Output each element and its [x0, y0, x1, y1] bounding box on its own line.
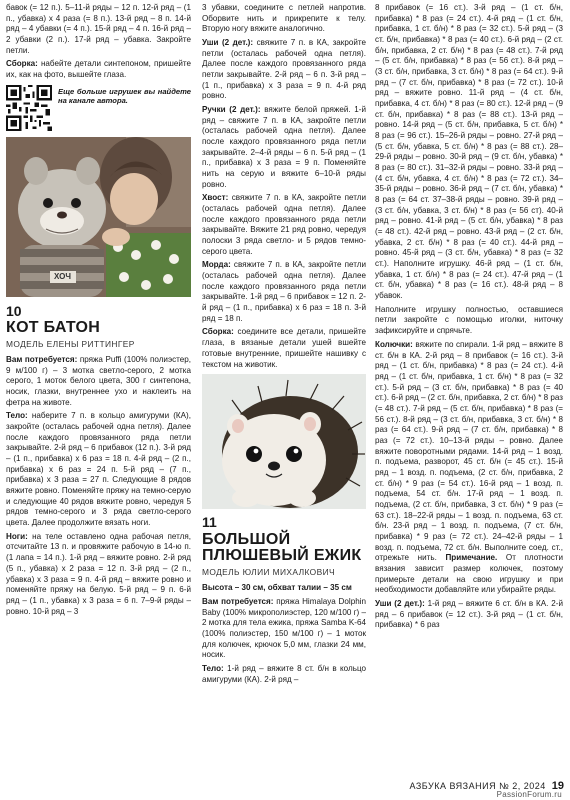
- cat-toy-photo: [6, 137, 191, 297]
- hedgehog-body-paragraph: Тело: 1-й ряд – вяжите 8 ст. б/н в кольцо амигуруми (КА). 2-й ряд –: [202, 664, 366, 684]
- body-paragraph: Тело: наберите 7 п. в кольцо амигуруми (КА), закройте (осталась рабочей одна петля). Далее после каждого провязанного ряда петли закрывайте. 2-й ряд – 6 прибавок (12 п.). 3-й ряд – (1 п., прибавка) х 6 раз = 18 п. 4-й ряд – (2 п., прибавка) х 6 раз = 24 п. 5-й ряд – (7 п., прибавка) х 3 раза = 27 п. Следующие 8 рядов вяжите ровно. Поменяйте пряжу на темно-серую и следующие 40 рядов вяжите ровно, чередуя 5 рядов темно-серого и 3 ряда светло-серого цвета. Далее продолжите вязать ноги.: [6, 411, 191, 528]
- watermark: PassionForum.ru: [496, 790, 562, 799]
- section-title: КОТ БАТОН: [6, 319, 101, 337]
- magazine-name: АЗБУКА ВЯЗАНИЯ № 2, 2024: [409, 781, 546, 791]
- child-with-cat-toy-image: [6, 137, 191, 297]
- qr-caption: Еще больше игрушек вы найдете на канале автора.: [58, 86, 191, 106]
- cat-head-continuation: бавок (= 12 п.). 5–11-й ряды – 12 п. 12-й ряд – (1 п., убавка) х 4 раза (= 8 п.). 13-й ряд – 8 п. 14-й ряд – 4 убавки (= 4 п.). 15-й ряд – 4 п. 16-й ряд – 2 убавки (2 п.). 17-й ряд – убавка. Закройте петли.: [6, 3, 191, 55]
- cat-assembly-paragraph: Сборка: соедините все детали, пришейте глаза, в вязаные детали ушей вшейте готовые внутренние, пришейте нашивку с текстом на животик.: [202, 327, 366, 369]
- section-number: 10: [6, 302, 22, 319]
- section-title-2: БОЛЬШОЙ ПЛЮШЕВЫЙ ЕЖИК: [202, 530, 362, 565]
- assembly-label: Сборка:: [6, 59, 38, 69]
- column-3: [375, 3, 563, 634]
- hedgehog-ears-paragraph: Уши (2 дет.): 1-й ряд – вяжите 6 ст. б/н в КА. 2-й ряд – 6 прибавок (= 12 ст.). 3-й ряд – (1 ст. б/н, прибавка) * 6 раз: [375, 598, 563, 630]
- legs-paragraph: Ноги: на теле оставлено одна рабочая петля, отсчитайте 13 п. и провяжите рабочую в 14-ю п. (1 лапа = 14 п.). 1-й ряд – вяжите ровно. 2-й ряд (5 п., убавка) х 2 раза = 12 п. 3-й ряд – (2 п., убавка) х 3 раза = 9 п. 4-й ряд – вяжите ровно и поменяйте пряжу на белую. 5-й ряд – 9 п. 6-й ряд – (1 п., убавка) х 3 раза = 6 п. 7–9-й ряды – ровно. 10-й ряд – 3: [6, 531, 191, 616]
- size-line: Высота – 30 см, обхват талии – 35 см: [202, 583, 352, 593]
- hedgehog-toy-photo: [202, 374, 366, 509]
- section-author-2: МОДЕЛЬ ЮЛИИ МИХАЛКОВИЧ: [202, 567, 335, 578]
- qr-promo: [6, 85, 191, 131]
- section-number-2: 11: [202, 514, 217, 531]
- plush-hedgehog-image: [202, 374, 366, 509]
- legs-continuation: 3 убавки, соедините с петлей напротив. Оборвите нить и прикрепите к телу. Вторую ногу вяжите аналогично.: [202, 3, 366, 34]
- section-author: МОДЕЛЬ ЕЛЕНЫ РИТТИНГЕР: [6, 338, 135, 349]
- fill-instructions: Наполните игрушку полностью, оставшиеся петли закройте с помощью иголки, ниточку зафиксируйте и спрячьте.: [375, 304, 563, 336]
- spikes-paragraph: Колючки: вяжите по спирали. 1-й ряд – вяжите 8 ст. б/н в КА. 2-й ряд – 8 прибавок (= 16 ст.). 3-й ряд – (1 ст. б/н, прибавка) * 8 раз (= 24 ст.). 4-й ряд – (1 ст. б/н, прибавка, 1 ст. б/н) * 8 раз (= 32 ст.). 5-й ряд – (3 ст. б/н, прибавка) * 8 раз (= 40 ст.). 6-й ряд – (2 ст. б/н, прибавка, 2 ст. б/н) * 8 раз (= 48 ст.). 7-й ряд – (5 ст. б/н, прибавка) * 8 раз (= 56 ст.). 8-й ряд – (3 ст. б/н, прибавка, 3 ст. б/н) * 8 раз (= 64 ст.). 9-й ряд – (7 ст. б/н, прибавка) * 8 раз (= 72 ст.). 10–13-й ряды – ровно. Далее вяжите поворотными рядами. 14-й ряд – 1 возд. п. подъема, разворот, 45 ст. б/н (= 45 ст.). 15-й ряд – 1 возд. п. подъема, (2 ст. б/н, прибавка, 2 ст. б/н) * 9 раз (= 54 ст.). 16-й ряд – 1 возд. п. подъема, 54 ст. б/н. 17-й ряд – 1 возд. п. подъема, (2 ст. б/н, прибавка, 3 ст. б/н) * 9 раз (= 63 ст.). 18–22-й ряды – 1 возд. п. подъема, 63 ст. б/н. 23-й ряд – 1 возд. п. подъема, (7 ст. б/н, прибавка) * 9 раз (= 72 ст.). 24–42-й ряды – 1 возд. п. подъема, 72 ст. б/н. Выполните соед. ст., отрежьте нить. Примечание. От плотности вязания зависит размер колючек, поэтому примерьте детали на свою игрушку и при необходимости добавляйте или убирайте ряды.: [375, 339, 563, 595]
- materials-paragraph: Вам потребуется: пряжа Puffi (100% полиэстер, 9 м/100 г) – 3 мотка светло-серого, 2 мотка серого, 1 моток белого цвета, 300 г синтепона, носик, глазки, внутреннее ухо и наклеить на фетра на животе.: [6, 355, 191, 407]
- page-number: 19: [551, 780, 564, 792]
- ears-paragraph: Уши (2 дет.): свяжите 7 п. в КА, закройте петли (осталась рабочей одна петля). Далее после каждого провязанного ряда петли закрывайте. 2-й ряд – 6 п. 3-й ряд – (1 п., прибавка) х 3 раза = 9 п. 4-й ряд ровно.: [202, 38, 366, 101]
- column-2: [202, 3, 366, 688]
- hedgehog-materials-paragraph: Вам потребуется: пряжа Himalaya Dolphin Baby (100% микрополиэстер, 120 м/100 г) – 2 мотка для тела ежика, пряжа Samba K-64 (100% полиэстер, 150 м/100 г) – 1 моток для колючек, крючок 5,0 мм, глазки 24 мм, носик.: [202, 597, 366, 660]
- muzzle-paragraph: Морда: свяжите 7 п. в КА, закройте петли (осталась рабочей одна петля). Далее после каждого провязанного ряда петли закрывайте. 1-й ряд – 6 прибавок = 12 п. 2-й ряд – (1 п., прибавка) х 6 раз = 18 п. 3-й ряд = 18 п.: [202, 260, 366, 323]
- photo-caption-text: ХОЧ: [54, 271, 71, 281]
- tail-paragraph: Хвост: свяжите 7 п. в КА, закройте петли (осталась рабочей одна петля). Далее после каждого провязанного ряда петли закрывайте. Вяжите 21 ряд ровно, чередуя полоски 3 ряда светло- и 5 рядов темно-серого цвета.: [202, 193, 366, 256]
- qr-code-icon[interactable]: [6, 85, 52, 131]
- assembly-paragraph: Сборка: набейте детали синтепоном, пришейте их, как на фото, вышейте глаза.: [6, 59, 191, 80]
- hedgehog-body-continuation: 8 прибавок (= 16 ст.). 3-й ряд – (1 ст. б/н, прибавка) * 8 раз (= 24 ст.). 4-й ряд – (1 ст. б/н, прибавка, 1 ст. б/н) * 8 раз (= 32 ст.). 5-й ряд – (3 ст. б/н, прибавка) * 8 раз (= 40 ст.). 6-й ряд – (2 ст. б/н, прибавка, 2 ст. б/н) * 8 раз (= 48 ст.). 7-й ряд – (5 ст. б/н, прибавка) * 8 раз (= 56 ст.). 8-й ряд – (3 ст. б/н, прибавка, 3 ст. б/н) * 8 раз (= 64 ст.). 9-й ряд – (7 ст. б/н, прибавка) * 8 раз (= 72 ст.). 10-й ряд – вяжите ровно. 11-й ряд – (4 ст. б/н, прибавка, 4 ст. б/н) * 8 раз (= 80 ст.). 12-й ряд – (9 ст. б/н, прибавка) * 8 раз (= 88 ст.). 13-й ряд – ровно. 14-й ряд – (5 ст. б/н, прибавка, 5 ст. б/н) * 8 раз (= 96 ст.). 15–26-й ряды – ровно. 27-й ряд – (5 ст. б/н, убавка, 5 ст. б/н) * 8 раз (= 88 ст.). 28–29-й ряды – ровно. 30-й ряд – (9 ст. б/н, убавка) * 8 раз (= 80 ст.). 31–32-й ряды – ровно. 33-й ряд – (4 ст. б/н, убавка, 4 ст. б/н) * 8 раз (= 72 ст.). 34–35-й ряды – ровно. 36-й ряд – (7 ст. б/н, убавка) * 8 раз (= 64 ст. 37–38-й ряды – ровно. 39-й ряд – (3 ст. б/н, убавка, 3 ст. б/н) * 8 раз (= 56 ст). 40-й ряд – ровно. 41-й ряд – (5 ст. б/н, убавка) * 8 раз (= 48 ст.). 42-й ряд – ровно. 43-й ряд – (2 ст. б/н, убавка, 2 ст. б/н) * 8 раз (= 40 ст.). 44-й ряд – ровно. 45-й ряд – (3 ст. б/н, убавка) * 8 раз (= 32 ст.). Наполните игрушку. 46-й ряд – (1 ст. б/н, убавка, 1 ст. б/н) * 8 раз (= 24 ст.). 47-й ряд – (1 ст. б/н, убавка) * 8 раз (= 16 ст.). 48-й ряд – 8 убавок.: [375, 3, 563, 301]
- column-1: [6, 3, 191, 620]
- arms-paragraph: Ручки (2 дет.): вяжите белой пряжей. 1-й ряд – свяжите 7 п. в КА, закройте петли (осталась рабочей одна петля). Далее после каждого провязанного ряда петли закрывайте. 2–4-й ряды – 6 п. 5-й ряд – (1 п., прибавка) х 3 раза = 9 п. Поменяйте нить на серую и вяжите 6–10-й ряды ровно.: [202, 105, 366, 189]
